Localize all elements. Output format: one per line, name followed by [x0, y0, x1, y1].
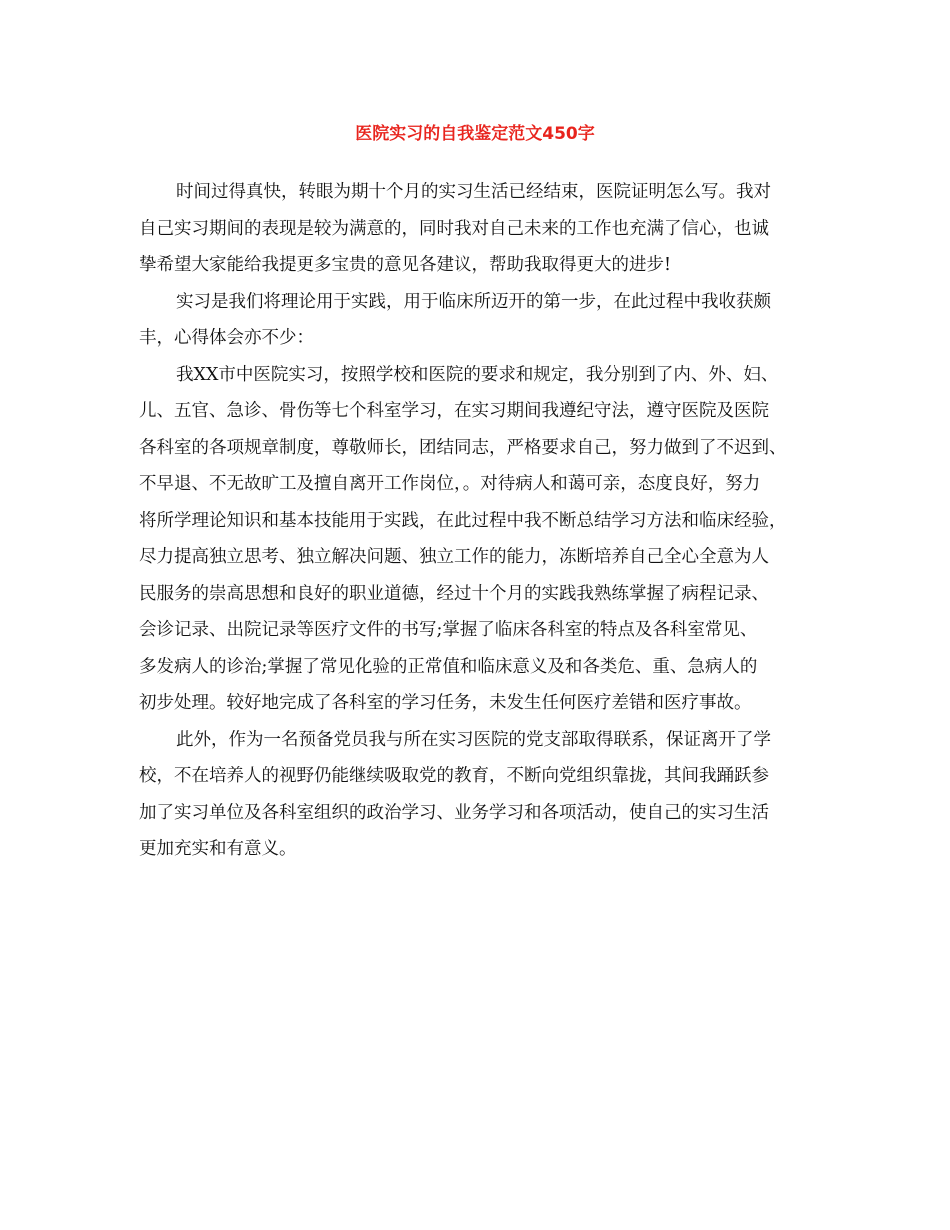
paragraph-3: [139, 357, 829, 722]
paragraph-line: 初步处理。较好地完成了各科室的学习任务，未发生任何医疗差错和医疗事故。: [139, 693, 752, 713]
document-body: [139, 174, 829, 868]
paragraph-line: 更加充实和有意义。: [139, 839, 297, 859]
paragraph-line: 实习是我们将理论用于实践，用于临床所迈开的第一步，在此过程中我收获颇: [176, 291, 771, 312]
paragraph-line: 自己实习期间的表现是较为满意的，同时我对自己未来的工作也充满了信心，也诚: [139, 218, 769, 239]
paragraph-1: [139, 174, 829, 284]
paragraph-line: 此外，作为一名预备党员我与所在实习医院的党支部取得联系，保证离开了学: [176, 729, 771, 750]
paragraph-line: 挚希望大家能给我提更多宝贵的意见各建议，帮助我取得更大的进步!: [139, 255, 672, 275]
paragraph-line: 不早退、不无故旷工及擅自离开工作岗位，。对待病人和蔼可亲，态度良好，努力: [139, 474, 761, 494]
document-title: 医院实习的自我鉴定范文450字: [355, 124, 595, 144]
paragraph-line: 民服务的崇高思想和良好的职业道德，经过十个月的实践我熟练掌握了病程记录、: [139, 583, 769, 604]
paragraph-line: 加了实习单位及各科室组织的政治学习、业务学习和各项活动，使自己的实习生活: [139, 802, 769, 823]
paragraph-line: 将所学理论知识和基本技能用于实践，在此过程中我不断总结学习方法和临床经验，: [139, 510, 787, 531]
paragraph-4: [139, 722, 829, 868]
paragraph-line: 会诊记录、出院记录等医疗文件的书写;掌握了临床各科室的特点及各科室常见、: [139, 620, 758, 640]
paragraph-line: 尽力提高独立思考、独立解决问题、独立工作的能力，冻断培养自己全心全意为人: [139, 547, 769, 567]
paragraph-2: [139, 284, 829, 357]
paragraph-line: 各科室的各项规章制度，尊敬师长，团结同志，严格要求自己，努力做到了不迟到、: [139, 437, 787, 458]
paragraph-line: 时间过得真快，转眼为期十个月的实习生活已经结束，医院证明怎么写。我对: [176, 182, 771, 202]
paragraph-line: 儿、五官、急诊、骨伤等七个科室学习，在实习期间我遵纪守法，遵守医院及医院: [139, 401, 769, 421]
paragraph-line: 我XX市中医院实习，按照学校和医院的要求和规定，我分别到了内、外、妇、: [176, 364, 779, 385]
paragraph-line: 丰，心得体会亦不少：: [139, 328, 314, 348]
paragraph-line: 多发病人的诊治;掌握了常见化验的正常值和临床意义及和各类危、重、急病人的: [139, 656, 758, 677]
paragraph-line: 校，不在培养人的视野仍能继续吸取党的教育，不断向党组织靠拢，其间我踊跃参: [139, 766, 769, 786]
